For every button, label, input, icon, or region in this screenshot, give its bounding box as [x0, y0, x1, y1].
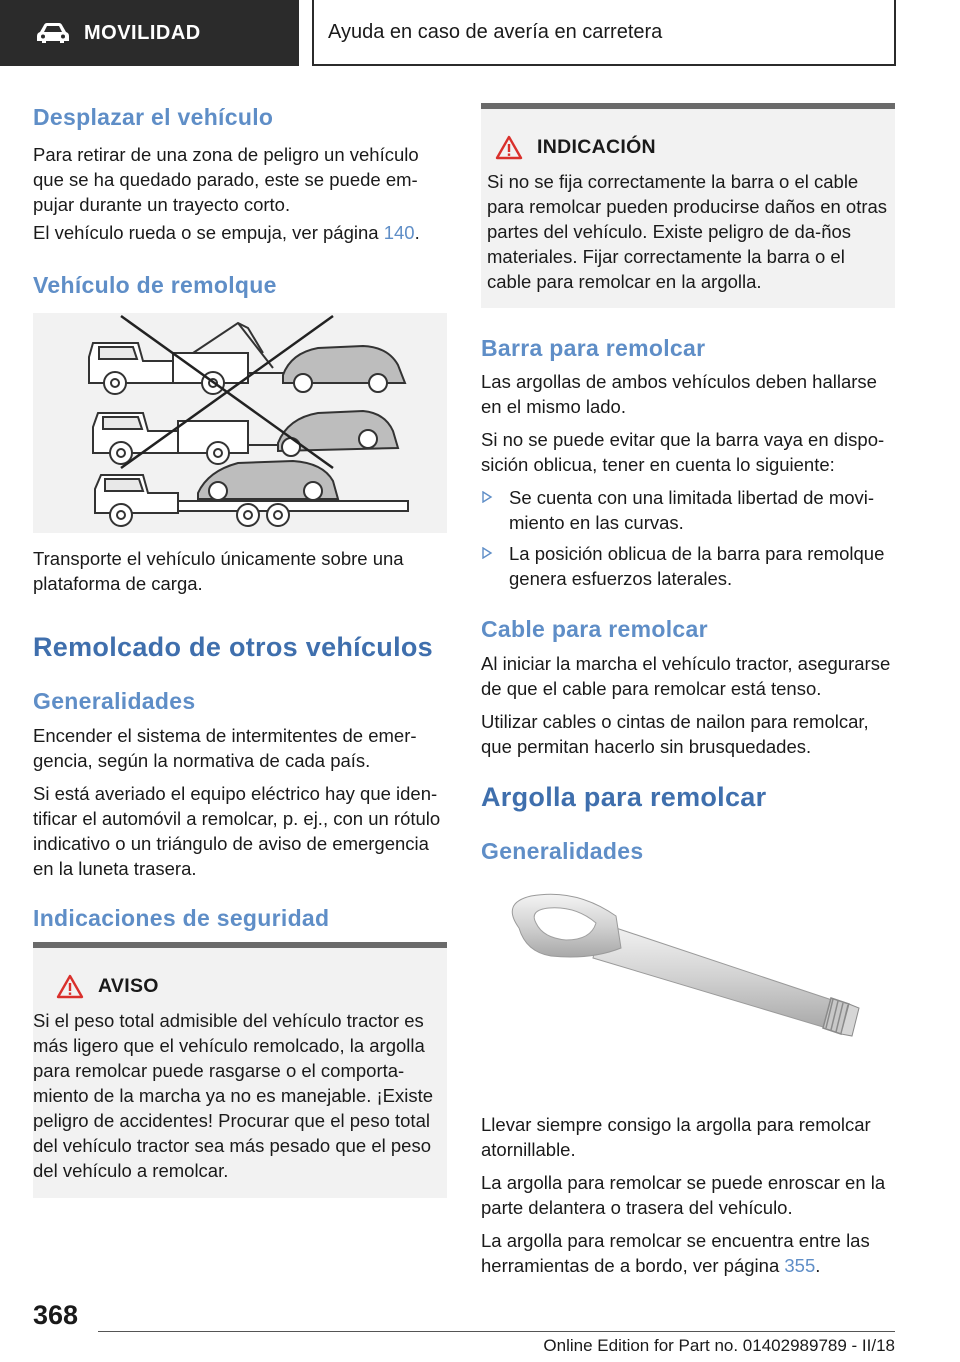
warning-title [56, 974, 159, 999]
towing-eye-icon [481, 878, 895, 1098]
bullet-triangle-icon [481, 547, 493, 559]
tow-truck-illustration [33, 313, 447, 533]
bullet-text: La posición oblicua de la barra para remolque genera esfuerzos laterales. [509, 543, 885, 589]
notice-label: INDICACIÓN [537, 136, 656, 158]
heading-remolcado: Remolcado de otros vehículos [33, 632, 433, 662]
heading-seguridad: Indicaciones de seguridad [33, 905, 330, 931]
page-link-355[interactable]: 355 [784, 1255, 816, 1276]
paragraph-argolla-1: Llevar siempre consigo la argolla para remolcar atornillable. [481, 1114, 871, 1160]
paragraph-desplazar-2 [33, 220, 447, 245]
warning-text: Si el peso total admisible del vehículo tractor es más ligero que el vehículo remolcado, la argolla para remolcar puede rasgarse o el comporta-miento de la marcha ya no es manejable. ¡Existe peligro de accidentes! Procurar que el peso total del vehículo tractor sea más pesado que el peso del vehículo a remolcar. [33, 1010, 434, 1181]
notice-box [481, 103, 895, 308]
tow-truck-figure [33, 313, 447, 533]
heading-cable: Cable para remolcar [481, 616, 708, 642]
car-towed-icon [283, 346, 405, 392]
paragraph-text: . [414, 222, 420, 243]
truck-wheel-lift-icon [93, 413, 288, 464]
heading-remolque: Vehículo de remolque [33, 272, 277, 298]
warning-box [33, 942, 447, 1198]
paragraph-generalidades-1: Encender el sistema de intermitentes de emer-gencia, según la normativa de cada país. [33, 725, 417, 771]
paragraph-argolla-3 [481, 1228, 895, 1278]
paragraph-barra-1: Las argollas de ambos vehículos deben hallarse en el mismo lado. [481, 371, 877, 417]
section-tab [0, 0, 299, 66]
footer-divider [98, 1331, 895, 1332]
paragraph-barra-2: Si no se puede evitar que la barra vaya en dispo-sición oblicua, tener en cuenta lo siguiente: [481, 429, 885, 475]
page-header [0, 0, 960, 66]
notice-text: Si no se fija correctamente la barra o el cable para remolcar pueden producirse daños en otras partes del vehículo. Existe peligro de da-ños materiales. Fijar correctamente la barra o el cable para remolcar en la argolla. [487, 171, 888, 292]
list-item [481, 485, 895, 537]
paragraph-cable-2: Utilizar cables o cintas de nailon para remolcar, que permitan hacerlo sin brusquedades. [481, 711, 869, 757]
page-link-140[interactable]: 140 [383, 222, 415, 243]
heading-argolla: Argolla para remolcar [481, 782, 767, 812]
paragraph-text: La argolla para remolcar se encuentra entre las herramientas de a bordo, ver página [481, 1230, 870, 1276]
paragraph-argolla-2: La argolla para remolcar se puede enroscar en la parte delantera o trasera del vehículo. [481, 1172, 886, 1218]
page-number: 368 [33, 1300, 79, 1330]
list-item [481, 541, 895, 593]
section-title: MOVILIDAD [84, 21, 201, 44]
warning-triangle-icon [56, 974, 84, 999]
bullet-triangle-icon [481, 491, 493, 503]
paragraph-desplazar-1: Para retirar de una zona de peligro un vehículo que se ha quedado parado, este se puede em-pujar durante un trayecto corto. [33, 144, 419, 215]
chapter-title: Ayuda en caso de avería en carretera [312, 0, 896, 66]
notice-triangle-icon [495, 135, 523, 160]
paragraph-text: . [815, 1255, 821, 1276]
notice-title [495, 135, 656, 160]
paragraph-generalidades-2: Si está averiado el equipo eléctrico hay que iden-tificar el automóvil a remolcar, p. ej., con un rótulo indicativo o un triángulo de aviso de emergencia en la luneta trasera. [33, 783, 441, 879]
car-on-platform-icon [198, 461, 338, 500]
truck-wrecker-icon [89, 323, 298, 394]
heading-generalidades-right: Generalidades [481, 838, 644, 864]
towing-eye-figure [481, 878, 895, 1098]
warning-label: AVISO [98, 975, 159, 997]
paragraph-cable-1: Al iniciar la marcha el vehículo tractor, asegurarse de que el cable para remolcar está tenso. [481, 653, 891, 699]
paragraph-transporte: Transporte el vehículo únicamente sobre una plataforma de carga. [33, 548, 404, 594]
heading-barra: Barra para remolcar [481, 335, 706, 361]
heading-generalidades-left: Generalidades [33, 688, 196, 714]
car-icon [36, 22, 70, 44]
heading-desplazar: Desplazar el vehículo [33, 104, 274, 130]
car-lifted-icon [278, 411, 398, 456]
paragraph-text: El vehículo rueda o se empuja, ver página [33, 222, 384, 243]
edition-info: Online Edition for Part no. 01402989789 - II/18 [543, 1336, 895, 1355]
bullet-text: Se cuenta con una limitada libertad de movi-miento en las curvas. [509, 487, 875, 533]
